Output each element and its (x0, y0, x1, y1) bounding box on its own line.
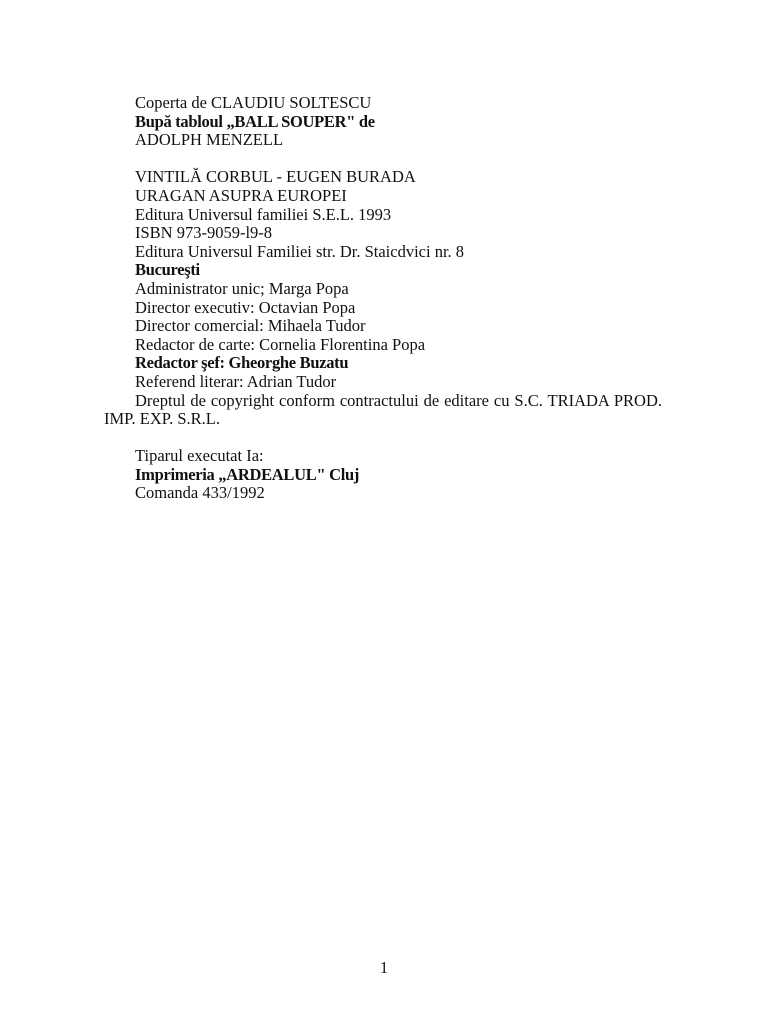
book-authors: VINTILĂ CORBUL - EUGEN BURADA (135, 167, 416, 187)
painter-name: ADOLPH MENZELL (135, 130, 284, 150)
printed-at: Tiparul executat Ia: (135, 446, 264, 466)
book-title: URAGAN ASUPRA EUROPEI (135, 185, 347, 205)
cover-credit: Coperta de CLAUDIU SOLTESCU (135, 93, 372, 112)
spacer (104, 150, 662, 169)
painting-credit: Bupă tabloul „BALL SOUPER" de (135, 111, 375, 131)
print-order: Comanda 433/1992 (135, 483, 265, 503)
chief-editor: Redactor şef: Gheorghe Buzatu (135, 353, 349, 373)
imprint-text-block (104, 94, 662, 503)
spacer (104, 429, 662, 448)
publisher-city: Bucureşti (135, 260, 200, 280)
page-number: 1 (379, 958, 389, 977)
isbn: ISBN 973-9059-l9-8 (135, 223, 273, 243)
publisher-year: Editura Universul familiei S.E.L. 1993 (135, 204, 392, 224)
copyright-notice: Dreptul de copyright conform contractului de editare cu S.C. TRIADA PROD. IMP. EXP. S.R.L. (104, 390, 662, 429)
printer-name: Imprimeria „ARDEALUL" Cluj (135, 464, 360, 484)
publisher-address: Editura Universul Familiei str. Dr. Staicdvici nr. 8 (135, 241, 465, 261)
commercial-director: Director comercial: Mihaela Tudor (135, 316, 366, 336)
administrator: Administrator unic; Marga Popa (135, 278, 349, 298)
literary-referent: Referend literar: Adrian Tudor (135, 371, 337, 391)
book-editor: Redactor de carte: Cornelia Florentina Popa (135, 334, 426, 354)
executive-director: Director executiv: Octavian Popa (135, 297, 356, 317)
